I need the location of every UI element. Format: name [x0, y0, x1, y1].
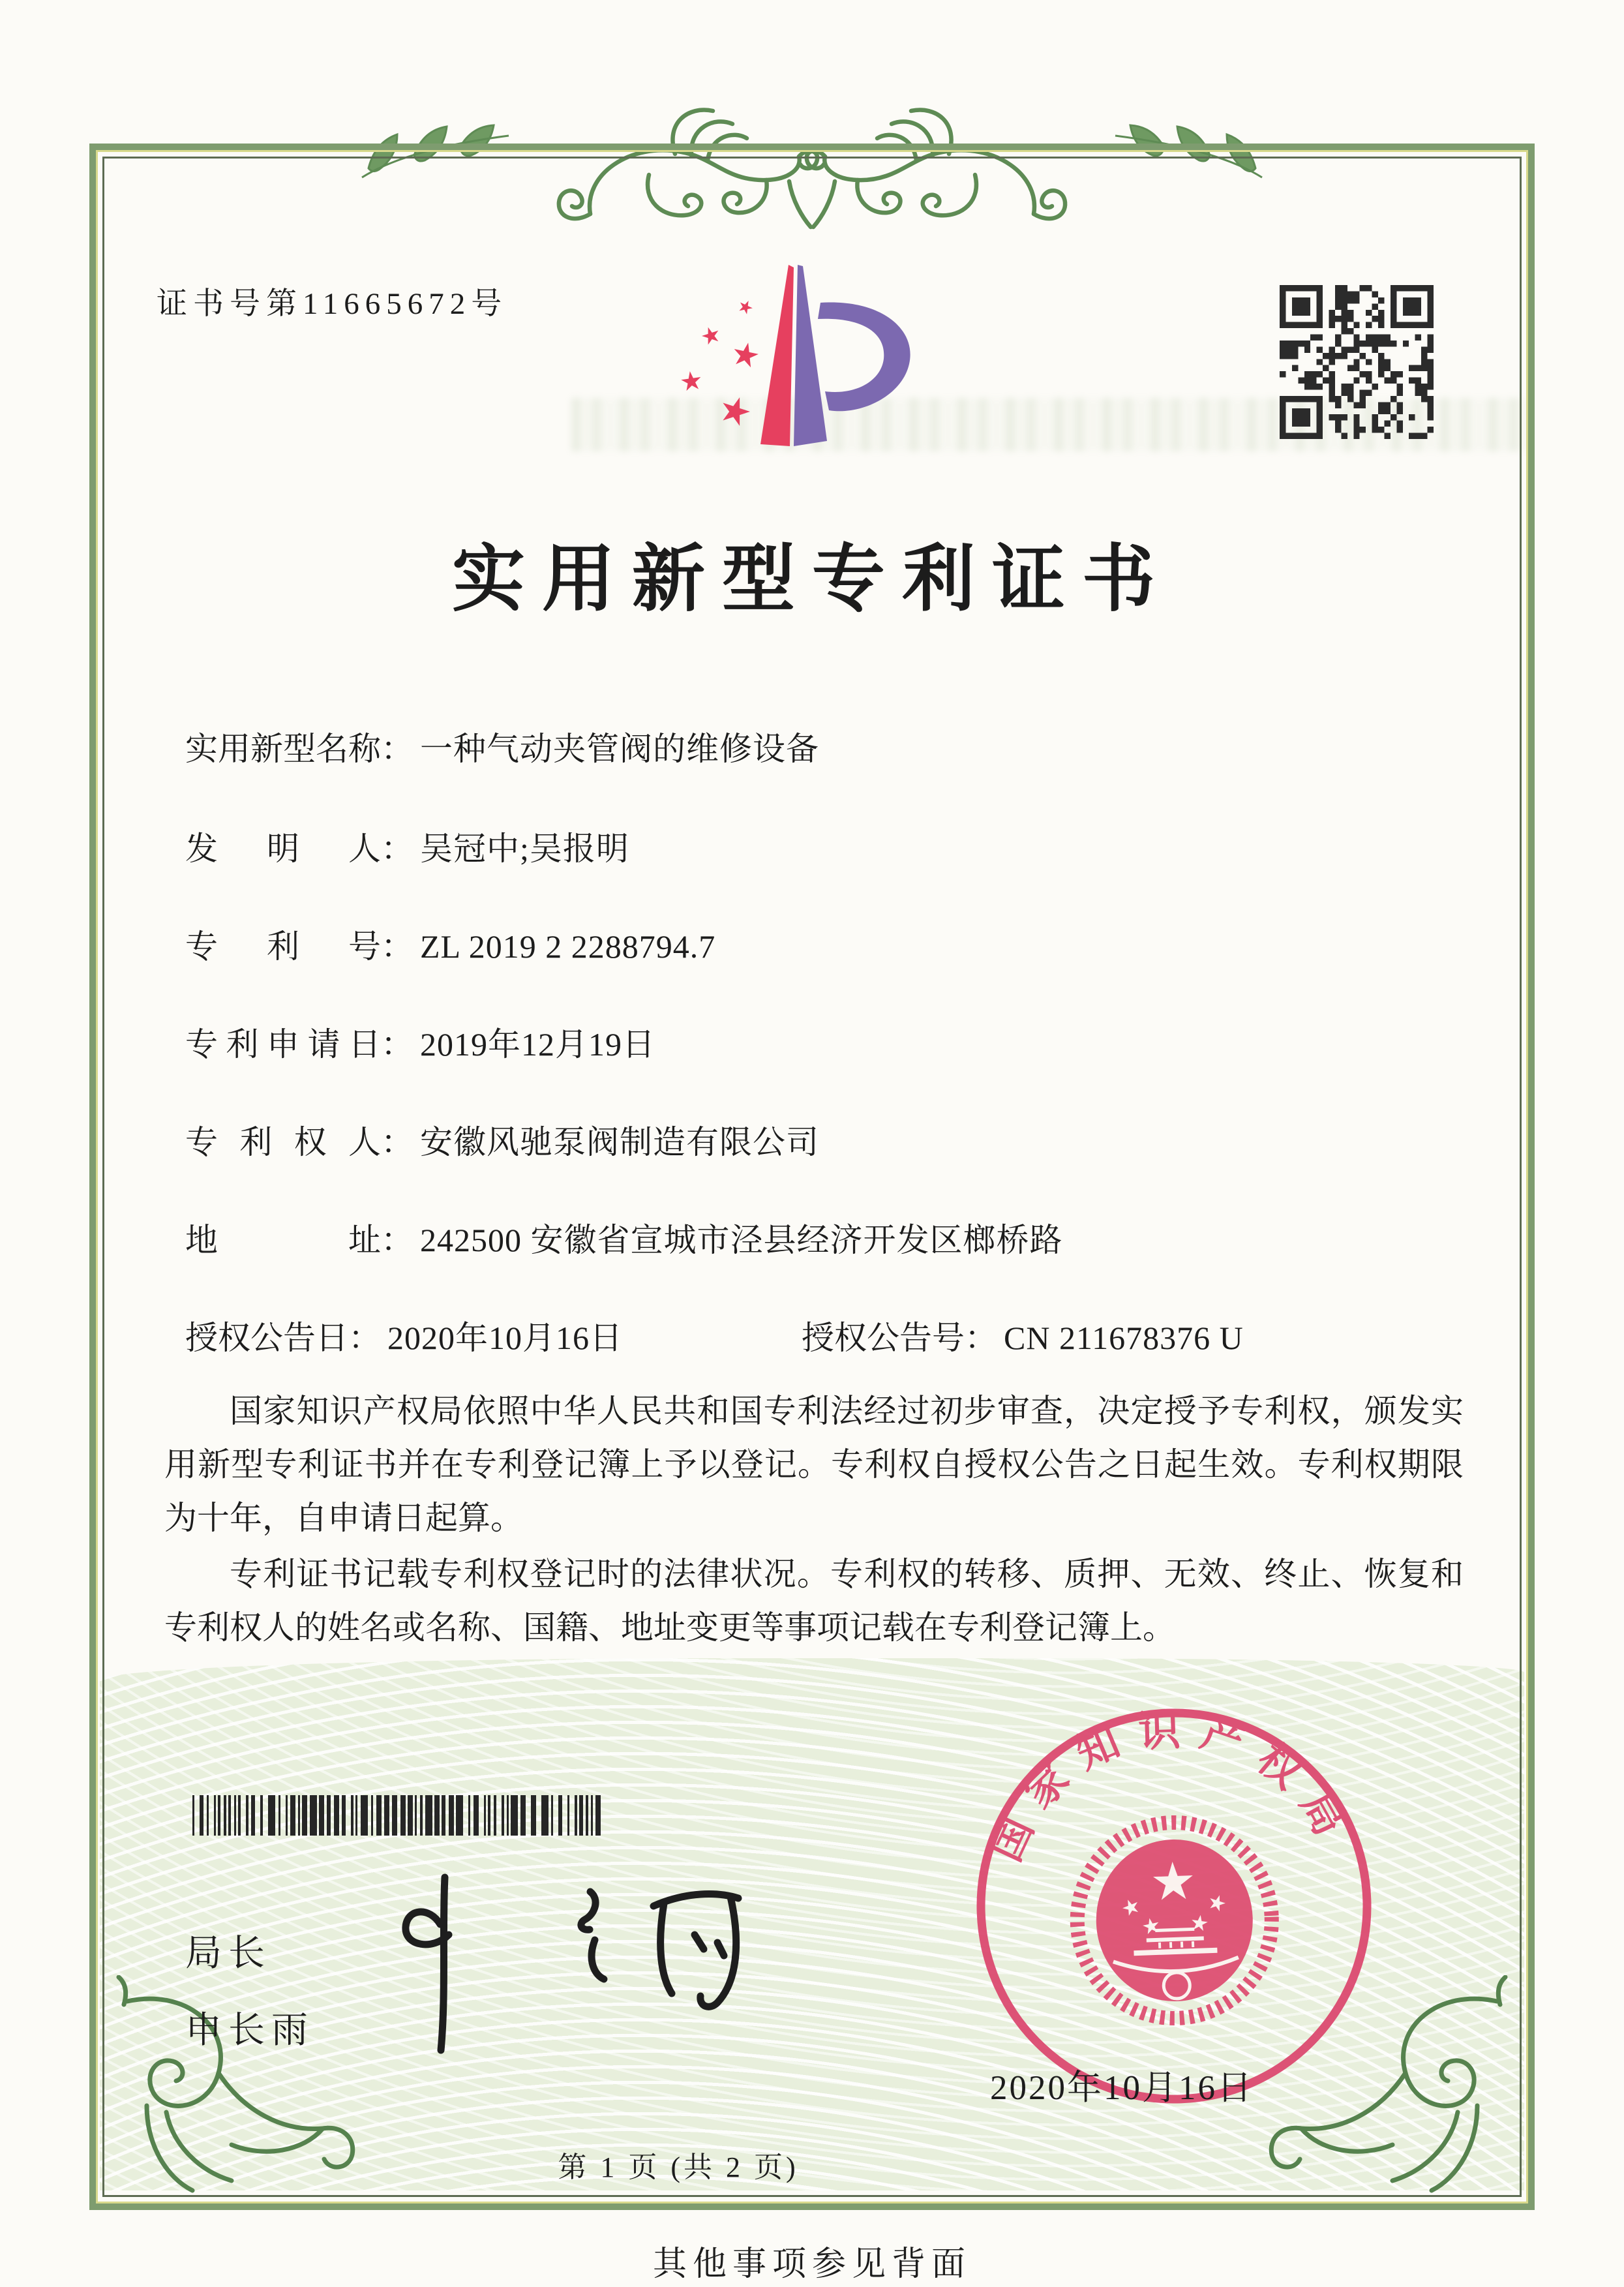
field-grant-number	[802, 1312, 1244, 1359]
grant-date-label: 授权公告日	[185, 1320, 348, 1356]
field-value: 安徽风驰泵阀制造有限公司	[420, 1124, 819, 1160]
back-side-note: 其他事项参见背面	[652, 2246, 971, 2283]
seal-date: 2020年10月16日	[990, 2069, 1254, 2107]
grant-date-value: 2020年10月16日	[387, 1320, 623, 1356]
grant-number-value: CN 211678376 U	[1004, 1320, 1244, 1356]
cnipa-logo-icon	[665, 253, 926, 462]
field-grant-row	[185, 1312, 1244, 1359]
field-value: 2019年12月19日	[420, 1026, 655, 1063]
field-label: 专利号	[185, 928, 381, 965]
page-number: 第 1 页 (共 2 页)	[558, 2151, 799, 2183]
legal-paragraph-2: 专利证书记载专利权登记时的法律状况。专利权的转移、质押、无效、终止、恢复和专利权人的姓名或名称、国籍、地址变更等事项记载在专利登记簿上。	[164, 1556, 1464, 1646]
grant-number-label: 授权公告号	[802, 1320, 965, 1356]
national-emblem-icon	[1074, 1819, 1275, 2022]
barcode	[191, 1795, 605, 1836]
field-label: 实用新型名称	[185, 731, 381, 767]
field-patent-number	[185, 920, 715, 967]
field-filing-date	[185, 1018, 655, 1065]
field-value: 一种气动夹管阀的维修设备	[420, 731, 819, 767]
signer-title: 局长	[185, 1933, 271, 1974]
colon: ：	[965, 1320, 997, 1356]
field-value: 吴冠中;吴报明	[420, 830, 629, 867]
field-label: 发明人	[185, 830, 381, 867]
signature-handwriting	[365, 1851, 770, 2067]
certificate-title: 实用新型专利证书	[452, 539, 1172, 620]
seal-agency-text: 国家知识产权局	[982, 1707, 1361, 1868]
legal-paragraph-1: 国家知识产权局依照中华人民共和国专利法经过初步审查，决定授予专利权，颁发实用新型专利证书并在专利登记簿上予以登记。专利权自授权公告之日起生效。专利权期限为十年，自申请日起算。	[164, 1393, 1464, 1536]
colon: ：	[381, 1124, 414, 1160]
field-label: 专利权人	[185, 1124, 381, 1160]
colon: ：	[381, 928, 414, 965]
colon: ：	[381, 731, 414, 767]
qr-code	[1280, 285, 1434, 439]
field-value: 242500 安徽省宣城市泾县经济开发区榔桥路	[420, 1222, 1063, 1258]
field-inventor	[185, 823, 629, 870]
field-label: 专利申请日	[185, 1026, 381, 1063]
colon: ：	[381, 830, 414, 867]
legal-text	[164, 1384, 1464, 1657]
colon: ：	[381, 1222, 414, 1258]
field-patentee	[185, 1116, 819, 1163]
field-value: ZL 2019 2 2288794.7	[420, 928, 716, 965]
field-utility-model-name	[185, 723, 819, 770]
official-seal	[972, 1704, 1376, 2108]
signer-name: 申长雨	[185, 2010, 314, 2051]
dragon-ornament	[545, 97, 1079, 261]
leaf-sprig-right	[1105, 110, 1269, 188]
leaf-sprig-left	[355, 110, 519, 188]
field-label: 地址	[185, 1222, 381, 1258]
field-address	[185, 1214, 1063, 1261]
colon: ：	[348, 1320, 381, 1356]
certificate-number: 证书号第11665672号	[157, 287, 508, 321]
colon: ：	[381, 1026, 414, 1063]
